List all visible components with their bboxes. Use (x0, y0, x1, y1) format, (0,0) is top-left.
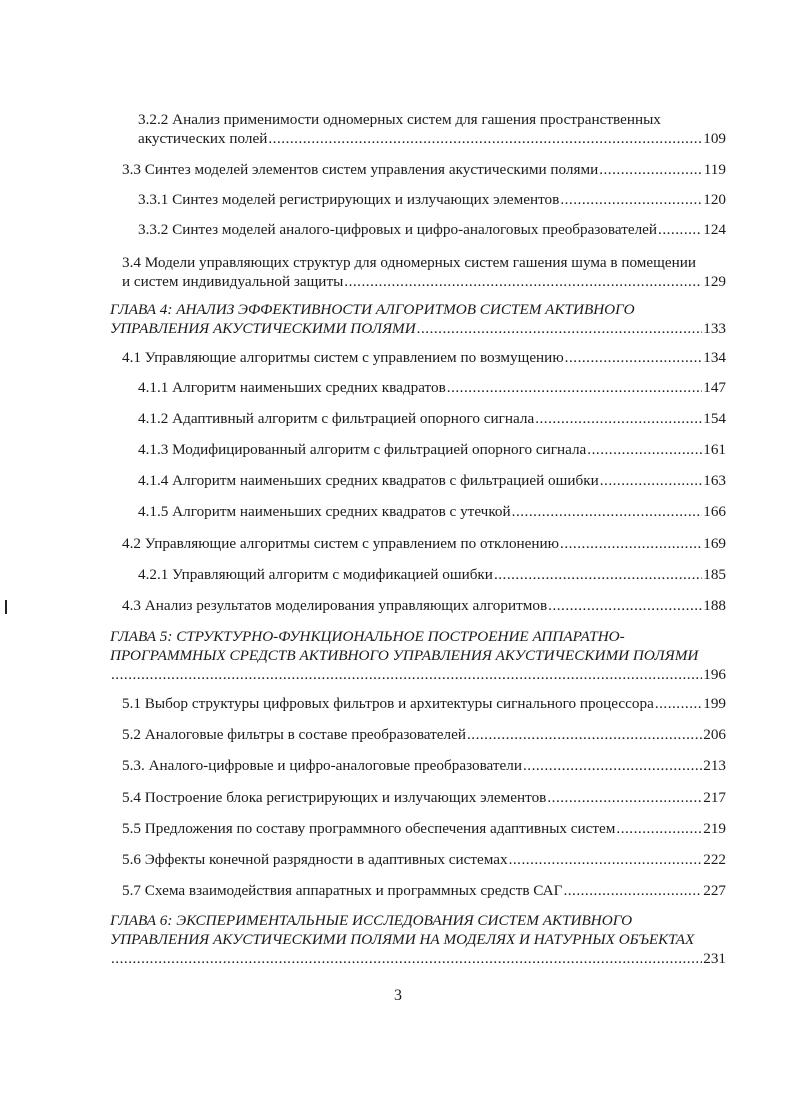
toc-page-number: 231 (703, 950, 726, 967)
toc-entry-title: 4.1.4 Алгоритм наименьших средних квадратов с фильтрацией ошибки (138, 472, 599, 489)
dot-leader (535, 409, 702, 428)
toc-page-number: 206 (703, 726, 726, 743)
toc-entry[interactable] (110, 440, 726, 459)
toc-page-number: 219 (703, 820, 726, 837)
toc-entry-title: 4.1.3 Модифицированный алгоритм с фильтрацией опорного сигнала (138, 441, 587, 458)
page-number: 3 (394, 987, 402, 1004)
toc-page-number: 109 (703, 130, 726, 147)
toc-chapter-title-line2: УПРАВЛЕНИЯ АКУСТИЧЕСКИМИ ПОЛЯМИ НА МОДЕЛЯХ И НАТУРНЫХ ОБЪЕКТАХ (110, 931, 695, 948)
dot-leader (616, 819, 702, 838)
toc-page-number: 213 (703, 757, 726, 774)
toc-entry-title: 4.1.1 Алгоритм наименьших средних квадратов (138, 379, 446, 396)
toc-entry-title: 5.3. Аналого-цифровые и цифро-аналоговые преобразователи (122, 757, 522, 774)
toc-page-number: 154 (703, 410, 726, 427)
toc-entry-title: 3.3 Синтез моделей элементов систем управления акустическими полями (122, 161, 599, 178)
toc-page-number: 222 (703, 851, 726, 868)
toc-entry[interactable] (110, 471, 726, 490)
toc-entry[interactable] (110, 110, 726, 148)
toc-entry[interactable] (110, 220, 726, 239)
toc-entry-title: 5.7 Схема взаимодействия аппаратных и программных средств САГ (122, 882, 563, 899)
dot-leader (447, 378, 702, 397)
dot-leader (512, 502, 703, 521)
toc-entry-title: 4.1 Управляющие алгоритмы систем с управлением по возмущению (122, 349, 564, 366)
toc-entry-title-line1: 3.4 Модели управляющих структур для одномерных систем гашения шума в помещении (122, 254, 696, 271)
toc-entry[interactable] (110, 502, 726, 521)
toc-page-number: 185 (703, 566, 726, 583)
toc-entry[interactable] (110, 725, 726, 744)
toc-page-number: 129 (703, 273, 726, 290)
toc-entry-title: 5.5 Предложения по составу программного обеспечения адаптивных систем (122, 820, 616, 837)
toc-entry[interactable] (110, 534, 726, 553)
toc-entry[interactable] (110, 756, 726, 775)
toc-chapter-title-line1: ГЛАВА 4: АНАЛИЗ ЭФФЕКТИВНОСТИ АЛГОРИТМОВ СИСТЕМ АКТИВНОГО (110, 301, 635, 318)
toc-entry-title: 3.3.2 Синтез моделей аналого-цифровых и цифро-аналоговых преобразователей (138, 221, 658, 238)
dot-leader (587, 440, 702, 459)
dot-leader (565, 348, 703, 367)
toc-page-number: 161 (703, 441, 726, 458)
dot-leader (111, 665, 702, 684)
toc-entry[interactable] (110, 788, 726, 807)
dot-leader (268, 129, 702, 148)
toc-chapter-title-line1: ГЛАВА 6: ЭКСПЕРИМЕНТАЛЬНЫЕ ИССЛЕДОВАНИЯ СИСТЕМ АКТИВНОГО (110, 912, 633, 929)
toc-page-number: 199 (703, 695, 726, 712)
toc-entry[interactable] (110, 409, 726, 428)
toc-page-number: 227 (703, 882, 726, 899)
toc-entry-title: 4.2.1 Управляющий алгоритм с модификацией ошибки (138, 566, 493, 583)
toc-entry-title: 4.1.2 Адаптивный алгоритм с фильтрацией опорного сигнала (138, 410, 535, 427)
toc-entry-title: 4.1.5 Алгоритм наименьших средних квадратов с утечкой (138, 503, 511, 520)
dot-leader (494, 565, 702, 584)
toc-page-number: 133 (703, 320, 726, 337)
toc-page-number: 147 (703, 379, 726, 396)
toc-chapter-title: УПРАВЛЕНИЯ АКУСТИЧЕСКИМИ ПОЛЯМИ (110, 320, 416, 337)
dot-leader (344, 272, 702, 291)
toc-entry[interactable] (110, 819, 726, 838)
dot-leader (523, 756, 702, 775)
toc-page-number: 166 (703, 503, 726, 520)
toc-entry[interactable] (110, 565, 726, 584)
toc-entry[interactable] (110, 378, 726, 397)
scan-mark (5, 600, 7, 614)
toc-entry[interactable] (110, 253, 726, 291)
toc-entry[interactable] (110, 694, 726, 713)
toc-chapter[interactable] (110, 627, 726, 684)
dot-leader (563, 881, 702, 900)
dot-leader (599, 160, 703, 179)
toc-page-number: 120 (703, 191, 726, 208)
toc-entry[interactable] (110, 160, 726, 179)
toc-entry[interactable] (110, 881, 726, 900)
toc-entry-title: 4.3 Анализ результатов моделирования управляющих алгоритмов (122, 597, 548, 614)
toc-page-number: 119 (703, 161, 726, 178)
toc-chapter[interactable] (110, 911, 726, 968)
toc-entry[interactable] (110, 596, 726, 615)
dot-leader (655, 694, 702, 713)
toc-page-number: 163 (703, 472, 726, 489)
dot-leader (467, 725, 702, 744)
toc-page-number: 217 (703, 789, 726, 806)
dot-leader (560, 534, 702, 553)
toc-page-number: 169 (703, 535, 726, 552)
toc-entry-title: 5.4 Построение блока регистрирующих и излучающих элементов (122, 789, 547, 806)
toc-entry-title: 3.3.1 Синтез моделей регистрирующих и излучающих элементов (138, 191, 560, 208)
dot-leader (509, 850, 703, 869)
toc-page-number: 124 (703, 221, 726, 238)
toc-chapter-title-line1: ГЛАВА 5: СТРУКТУРНО-ФУНКЦИОНАЛЬНОЕ ПОСТРОЕНИЕ АППАРАТНО- (110, 628, 625, 645)
toc-entry[interactable] (110, 348, 726, 367)
toc-entry-title: 5.1 Выбор структуры цифровых фильтров и архитектуры сигнального процессора (122, 695, 654, 712)
toc-page-number: 134 (703, 349, 726, 366)
toc-entry-title: и систем индивидуальной защиты (122, 273, 344, 290)
toc-entry-title: акустических полей (138, 130, 268, 147)
toc-entry[interactable] (110, 190, 726, 209)
dot-leader (560, 190, 702, 209)
dot-leader (600, 471, 703, 490)
toc-entry-title-line1: 3.2.2 Анализ применимости одномерных систем для гашения пространственных (138, 111, 661, 128)
toc-chapter-title-line2: ПРОГРАММНЫХ СРЕДСТВ АКТИВНОГО УПРАВЛЕНИЯ АКУСТИЧЕСКИМИ ПОЛЯМИ (110, 647, 699, 664)
toc-entry[interactable] (110, 850, 726, 869)
dot-leader (658, 220, 702, 239)
toc-entry-title: 5.2 Аналоговые фильтры в составе преобразователей (122, 726, 466, 743)
toc-entry-title: 5.6 Эффекты конечной разрядности в адаптивных системах (122, 851, 508, 868)
dot-leader (417, 319, 703, 338)
toc-chapter[interactable] (110, 300, 726, 338)
toc-page-number: 188 (703, 597, 726, 614)
dot-leader (111, 949, 702, 968)
toc-entry-title: 4.2 Управляющие алгоритмы систем с управлением по отклонению (122, 535, 560, 552)
toc-page-number: 196 (703, 666, 726, 683)
dot-leader (547, 788, 702, 807)
dot-leader (548, 596, 702, 615)
